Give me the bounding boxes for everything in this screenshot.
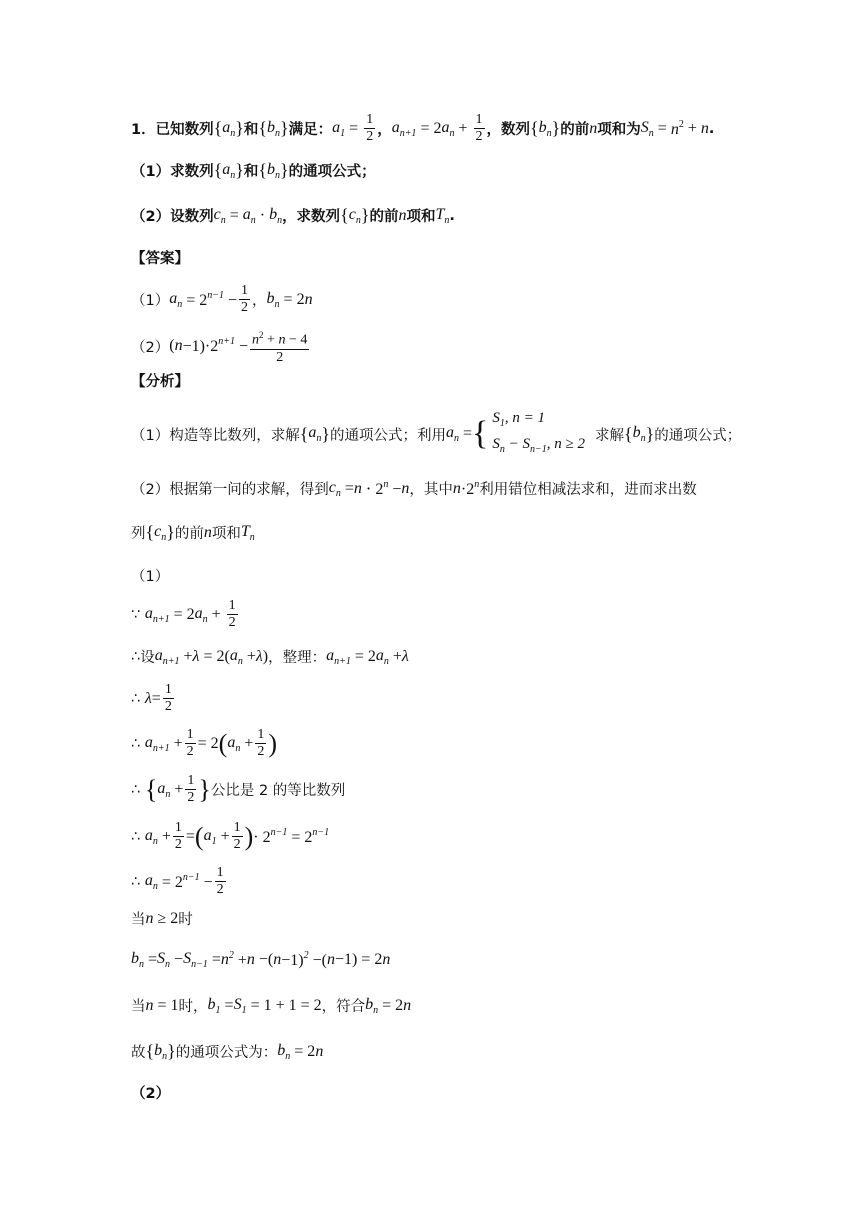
- solution-step3: ∴ λ = $\frac{1}{2}$: [131, 682, 172, 714]
- solution-step4: ∴ $a_{n+1}$ + $\frac{1}{2}$ = 2 ( $a_n$ + $\frac{1}{2}$ ): [131, 727, 278, 759]
- problem-number: 1．: [131, 122, 156, 138]
- solution-step11: 故 { $b_n$ } 的通项公式为： $b_n$ = 2 n: [131, 1041, 324, 1062]
- answer-2: （2） ( n $-1)\cdot 2^{n+1}$ − $\frac{n^2 + n - 4}{2}$: [131, 327, 311, 366]
- solution-step5: ∴ { $a_n$ + $\frac{1}{2}$ } 公比是 2 的等比数列: [131, 773, 346, 805]
- analysis-heading: 【分析】: [131, 374, 189, 390]
- problem-stem: 1． 已知数列 { $a_n$ } 和 { $b_n$ } 满足： $a_1$ = $\frac{1}{2}$ ， $a_{n+1}$ = 2 $a_n$ + $\frac{1}{2}$ ，数列 { $b_n$ } 的前 n 项和为 $S_n$ = $n^2$ + n .: [131, 112, 715, 144]
- analysis-p3: 列 { $c_n$ } 的前 n 项和 $T_n$: [131, 522, 255, 543]
- solution-part2: （2）: [131, 1086, 171, 1102]
- solution-step6: ∴ $a_n$ + $\frac{1}{2}$ = ( $a_1$ + $\frac{1}{2}$ ) · $2^{n-1} = 2^{n-1}$: [131, 820, 330, 852]
- solution-step2: ∴ 设 $a_{n+1}$ + λ = 2( $a_n$ + λ ) ，整理： $a_{n+1}$ = 2 $a_n$ + λ: [131, 646, 409, 667]
- answer-1: （1） $a_n$ = $2^{n-1}$ − $\frac{1}{2}$ ， $b_n$ = 2 n: [131, 283, 313, 315]
- solution-part1: （1）: [131, 569, 170, 585]
- solution-step9: $b_n$ = $S_n$ − $S_{n-1}$ = n $^2$ + n −( n −1)$^2$ −( n −1) = 2 n: [131, 950, 391, 970]
- question-1: （1）求数列 { $a_n$ } 和 { $b_n$ } 的通项公式；: [131, 160, 376, 181]
- solution-step10: 当 n = 1 时， $b_1$ = $S_1$ = 1 + 1 = 2 ，符合 $b_n$ = 2 n: [131, 995, 412, 1016]
- analysis-p1: （1）构造等比数列，求解 { $a_n$ } 的通项公式；利用 $a_n$ = { $S_1$, n = 1 $S_n - S_{n-1}$, n ≥ 2 求解 { $b_n$ } 的通项公式；: [131, 410, 742, 455]
- analysis-p2: （2）根据第一问的求解，得到 $c_n$ = n ⋅ $2^n$ − n ，其中 n $\cdot 2^n$ 利用错位相减法求和，进而求出数: [131, 478, 697, 499]
- question-2: （2）设数列 $c_n$ = $a_n$ · $b_n$ ，求数列 { $c_n$ } 的前 n 项和 $T_n$ .: [131, 205, 455, 226]
- answer-heading: 【答案】: [131, 251, 189, 267]
- solution-step1: ∵ $a_{n+1}$ = 2 $a_n$ + $\frac{1}{2}$: [131, 598, 236, 630]
- solution-step7: ∴ $a_n$ = $2^{n-1}$ − $\frac{1}{2}$: [131, 865, 224, 897]
- solution-step8: 当 n ≥ 2 时: [131, 909, 193, 928]
